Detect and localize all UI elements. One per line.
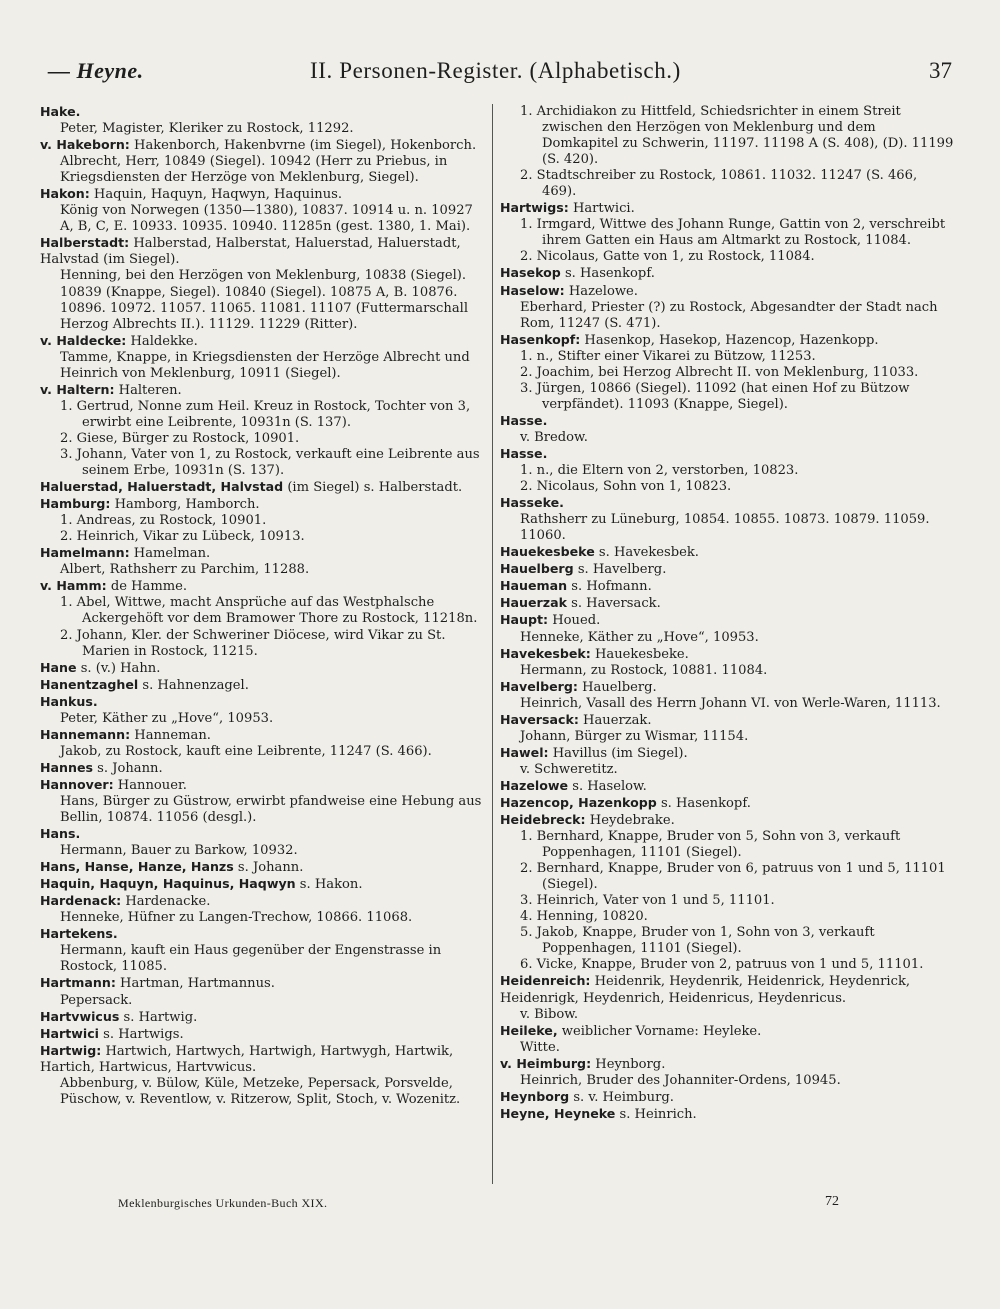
- entry-heading: [500, 595, 955, 612]
- register-entry: [500, 104, 955, 200]
- entry-heading: [500, 561, 955, 578]
- entry-detail: Hans, Bürger zu Güstrow, erwirbt pfandweise eine Hebung aus Bellin, 10874. 11056 (desgl.).: [60, 793, 482, 826]
- entry-heading: [500, 446, 955, 463]
- entry-headword: Hardenack:: [40, 893, 122, 909]
- entry-headword: Hannemann:: [40, 726, 131, 742]
- entry-variants: s. Johann.: [233, 860, 304, 876]
- register-entry: [500, 1056, 955, 1089]
- entry-variants: Hasenkop, Hasekop, Hazencop, Hazenkopp.: [580, 332, 879, 348]
- register-entry: [40, 926, 486, 975]
- column-divider: [492, 104, 493, 1184]
- entry-headword: Hartmann:: [40, 975, 116, 991]
- entry-variants: s. Hartwigs.: [99, 1026, 184, 1042]
- entry-headword: Hauelberg: [500, 561, 574, 577]
- entry-detail: Witte.: [520, 1039, 560, 1055]
- entry-headword: Hane: [40, 659, 77, 675]
- register-entry: [500, 745, 955, 778]
- entry-heading: [40, 826, 486, 843]
- register-entry: [40, 859, 486, 876]
- entry-numbered-person: 3. Heinrich, Vater von 1 und 5, 11101.: [520, 893, 775, 909]
- entry-variants: (im Siegel) s. Halberstadt.: [283, 480, 463, 496]
- entry-heading: [500, 795, 955, 812]
- entry-heading: [40, 333, 486, 350]
- entry-variants: Heidenrik, Heydenrik, Heidenrick, Heydenrick, Heidenrigk, Heydenrich, Heidenricus, Heydenricus.: [500, 974, 911, 1006]
- entry-variants: s. Haselow.: [568, 778, 647, 794]
- entry-heading: [40, 578, 486, 595]
- entry-headword: Hannover:: [40, 776, 114, 792]
- register-entry: [40, 382, 486, 479]
- entry-heading: [40, 660, 486, 677]
- entry-variants: s. Hasenkopf.: [560, 266, 655, 282]
- entry-headword: Hakon:: [40, 186, 90, 202]
- register-entry: [500, 679, 955, 712]
- entry-headword: v. Heimburg:: [500, 1055, 592, 1071]
- entry-headword: Halberstadt:: [40, 235, 130, 251]
- entry-variants: Hartman, Hartmannus.: [115, 976, 275, 992]
- entry-headword: Hazelowe: [500, 777, 569, 793]
- entry-variants: s. v. Heimburg.: [569, 1089, 674, 1105]
- entry-variants: Hauekesbeke.: [590, 646, 689, 662]
- entry-heading: [500, 578, 955, 595]
- entry-heading: [40, 137, 486, 154]
- entry-headword: Hamburg:: [40, 496, 111, 512]
- entry-heading: [40, 876, 486, 893]
- entry-detail: v. Bibow.: [520, 1006, 579, 1022]
- entry-detail: Hermann, kauft ein Haus gegenüber der Engenstrasse in Rostock, 11085.: [60, 943, 442, 975]
- entry-variants: Heynborg.: [591, 1056, 666, 1072]
- left-column: [40, 104, 486, 1108]
- register-entry: [500, 1089, 955, 1106]
- entry-variants: Houed.: [548, 613, 601, 629]
- entry-variants: s. Havelberg.: [573, 562, 667, 578]
- register-entry: [40, 479, 486, 496]
- entry-detail: König von Norwegen (1350—1380), 10837. 10914 u. n. 10927 A, B, C, E. 10933. 10935. 10940. 11285n (gest. 1380, 1. Mai).: [60, 203, 473, 235]
- entry-headword: Haquin, Haquyn, Haquinus, Haqwyn: [40, 876, 296, 892]
- entry-variants: Haldekke.: [126, 333, 198, 349]
- entry-numbered-person: 2. Heinrich, Vikar zu Lübeck, 10913.: [60, 529, 305, 545]
- register-entry: [500, 973, 955, 1022]
- register-entry: [40, 975, 486, 1008]
- entry-headword: Hasseke.: [500, 495, 564, 511]
- entry-headword: Hasse.: [500, 412, 548, 428]
- register-entry: [40, 235, 486, 332]
- entry-detail: Albrecht, Herr, 10849 (Siegel). 10942 (Herr zu Priebus, in Kriegsdiensten der Herzöge von Meklenburg, Siegel).: [60, 154, 448, 186]
- entry-heading: [500, 1056, 955, 1073]
- entry-detail: Heinrich, Vasall des Herrn Johann VI. von Werle-Waren, 11113.: [520, 695, 941, 711]
- entry-variants: Halberstad, Halberstat, Haluerstad, Haluerstadt, Halvstad (im Siegel).: [40, 236, 461, 268]
- register-entry: [40, 545, 486, 578]
- register-entry: [40, 1026, 486, 1043]
- entry-variants: Haquin, Haquyn, Haqwyn, Haquinus.: [89, 187, 343, 203]
- entry-variants: Hartwich, Hartwych, Hartwigh, Hartwygh, Hartwik, Hartich, Hartwicus, Hartvwicus.: [40, 1043, 454, 1075]
- entry-detail: Pepersack.: [60, 992, 133, 1008]
- entry-numbered-person: 2. Nicolaus, Gatte von 1, zu Rostock, 11084.: [520, 249, 815, 265]
- entry-headword: Heynborg: [500, 1088, 570, 1104]
- entry-headword: Hartwigs:: [500, 200, 569, 216]
- register-entry: [500, 413, 955, 446]
- register-entry: [500, 578, 955, 595]
- entry-headword: Hans.: [40, 826, 81, 842]
- entry-heading: [40, 1026, 486, 1043]
- entry-detail: Abbenburg, v. Bülow, Küle, Metzeke, Pepersack, Porsvelde, Püschow, v. Reventlow, v. Ritzerow, Split, Stoch, v. Wozenitz.: [60, 1075, 461, 1107]
- entry-headword: Haupt:: [500, 612, 549, 628]
- register-entry: [500, 812, 955, 973]
- register-entry: [40, 186, 486, 235]
- entry-variants: de Hamme.: [106, 579, 188, 595]
- entry-headword: Heyne, Heyneke: [500, 1105, 616, 1121]
- entry-numbered-person: 1. n., Stifter einer Vikarei zu Bützow, 11253.: [520, 348, 816, 364]
- entry-heading: [500, 332, 955, 349]
- entry-heading: [500, 283, 955, 300]
- page-number: 37: [929, 58, 952, 83]
- entry-headword: Heileke,: [500, 1022, 558, 1038]
- entry-heading: [40, 496, 486, 513]
- entry-headword: Hans, Hanse, Hanze, Hanzs: [40, 859, 234, 875]
- entry-numbered-person: 1. Archidiakon zu Hittfeld, Schiedsrichter in einem Streit zwischen den Herzögen von Meklenburg und dem Domkapitel zu Schwerin, 11197. 11198 A (S. 408), (D). 11199 (S. 420).: [520, 104, 954, 168]
- entry-headword: Hawel:: [500, 744, 549, 760]
- entry-heading: [500, 646, 955, 663]
- entry-numbered-person: 2. Giese, Bürger zu Rostock, 10901.: [60, 430, 300, 446]
- register-entry: [500, 1023, 955, 1056]
- entry-numbered-person: 2. Stadtschreiber zu Rostock, 10861. 11032. 11247 (S. 466, 469).: [520, 168, 918, 200]
- entry-detail: Peter, Käther zu „Hove“, 10953.: [60, 710, 274, 726]
- entry-heading: [40, 545, 486, 562]
- entry-headword: Hasenkopf:: [500, 331, 581, 347]
- entry-heading: [40, 975, 486, 992]
- register-entry: [40, 578, 486, 659]
- register-entry: [40, 660, 486, 677]
- entry-heading: [40, 235, 486, 268]
- entry-numbered-person: 1. Bernhard, Knappe, Bruder von 5, Sohn von 3, verkauft Poppenhagen, 11101 (Siegel).: [520, 829, 901, 861]
- entry-variants: s. Hofmann.: [567, 579, 652, 595]
- entry-heading: [40, 1043, 486, 1076]
- entry-headword: Hanentzaghel: [40, 676, 139, 692]
- register-entry: [500, 778, 955, 795]
- entry-variants: Hannouer.: [113, 777, 187, 793]
- entry-heading: [500, 973, 955, 1006]
- register-entry: [500, 646, 955, 679]
- entry-numbered-person: 2. Johann, Kler. der Schweriner Diöcese, wird Vikar zu St. Marien in Rostock, 11215.: [60, 627, 446, 659]
- entry-variants: s. Johann.: [93, 760, 163, 776]
- entry-numbered-person: 1. Andreas, zu Rostock, 10901.: [60, 513, 267, 529]
- entry-heading: [500, 778, 955, 795]
- entry-numbered-person: 4. Henning, 10820.: [520, 909, 648, 925]
- register-entry: [500, 1106, 955, 1123]
- entry-headword: Havelberg:: [500, 678, 578, 694]
- entry-headword: Hake.: [40, 104, 81, 119]
- entry-variants: Hartwici.: [568, 201, 635, 217]
- entry-headword: Hasse.: [500, 445, 548, 461]
- entry-headword: Hartwig:: [40, 1042, 102, 1058]
- entry-variants: Havillus (im Siegel).: [548, 745, 688, 761]
- right-column: [500, 104, 955, 1123]
- entry-heading: [40, 859, 486, 876]
- entry-heading: [40, 479, 486, 496]
- entry-detail: Hermann, Bauer zu Barkow, 10932.: [60, 843, 298, 859]
- register-entry: [40, 1043, 486, 1108]
- register-entry: [40, 760, 486, 777]
- entry-variants: s. Heinrich.: [615, 1106, 697, 1122]
- entry-detail: Hermann, zu Rostock, 10881. 11084.: [520, 662, 768, 678]
- entry-headword: v. Haldecke:: [40, 332, 127, 348]
- register-entry: [500, 446, 955, 495]
- register-entry: [500, 332, 955, 413]
- entry-variants: s. Haversack.: [566, 596, 661, 612]
- entry-heading: [40, 926, 486, 943]
- entry-heading: [40, 694, 486, 711]
- entry-numbered-person: 1. Gertrud, Nonne zum Heil. Kreuz in Rostock, Tochter von 3, erwirbt eine Leibrente, 10931n (S. 137).: [60, 398, 471, 430]
- entry-headword: Heidenreich:: [500, 973, 591, 989]
- entry-detail: Eberhard, Priester (?) zu Rostock, Abgesandter der Stadt nach Rom, 11247 (S. 471).: [520, 299, 938, 331]
- entry-heading: [40, 777, 486, 794]
- entry-detail: Heinrich, Bruder des Johanniter-Ordens, 10945.: [520, 1072, 841, 1088]
- entry-headword: Hasekop: [500, 265, 561, 281]
- entry-variants: s. Hartwig.: [119, 1009, 198, 1025]
- entry-detail: Henning, bei den Herzögen von Meklenburg, 10838 (Siegel). 10839 (Knappe, Siegel). 10840 (Siegel). 10875 A, B. 10876. 10896. 10972. 11057. 11065. 11081. 11107 (Futtermarschall Herzog Albrechts II.). 11129. 11229 (Ritter).: [60, 268, 469, 332]
- entry-numbered-person: 1. Irmgard, Wittwe des Johann Runge, Gattin von 2, verschreibt ihrem Gatten ein Haus am Altmarkt zu Rostock, 11084.: [520, 217, 946, 249]
- entry-headword: Hartvwicus: [40, 1008, 120, 1024]
- entry-heading: [500, 1023, 955, 1040]
- running-head-left: — Heyne.: [48, 58, 144, 83]
- entry-headword: Heidebreck:: [500, 812, 586, 828]
- register-entry: [500, 712, 955, 745]
- entry-heading: [40, 1009, 486, 1026]
- register-entry: [500, 612, 955, 645]
- entry-headword: Haluerstad, Haluerstadt, Halvstad: [40, 479, 284, 495]
- entry-heading: [500, 544, 955, 561]
- entry-headword: Havekesbek:: [500, 645, 591, 661]
- register-entry: [500, 495, 955, 544]
- register-entry: [40, 333, 486, 382]
- footer-sheet-number: 72: [825, 1194, 839, 1209]
- entry-variants: s. Hahnenzagel.: [138, 677, 249, 693]
- register-entry: [500, 200, 955, 265]
- entry-heading: [40, 382, 486, 399]
- register-entry: [40, 727, 486, 760]
- entry-headword: Haueman: [500, 578, 568, 594]
- entry-headword: Hannes: [40, 759, 94, 775]
- entry-headword: Hazencop, Hazenkopp: [500, 794, 657, 810]
- register-entry: [40, 677, 486, 694]
- register-entry: [40, 104, 486, 137]
- entry-headword: Hankus.: [40, 693, 98, 709]
- entry-numbered-person: 3. Johann, Vater von 1, zu Rostock, verkauft eine Leibrente aus seinem Erbe, 10931n (S. 137).: [60, 446, 480, 479]
- register-entry: [500, 544, 955, 561]
- entry-numbered-person: 5. Jakob, Knappe, Bruder von 1, Sohn von 3, verkauft Poppenhagen, 11101 (Siegel).: [520, 925, 875, 957]
- entry-heading: [500, 200, 955, 217]
- entry-detail: Tamme, Knappe, in Kriegsdiensten der Herzöge Albrecht und Heinrich von Meklenburg, 10911 (Siegel).: [60, 349, 470, 381]
- entry-headword: v. Hakeborn:: [40, 137, 130, 153]
- entry-variants: Heydebrake.: [585, 813, 675, 829]
- register-entry: [500, 265, 955, 282]
- entry-heading: [40, 104, 486, 121]
- entry-heading: [40, 893, 486, 910]
- entry-numbered-person: 1. Abel, Wittwe, macht Ansprüche auf das Westphalsche Ackergehöft vor dem Bramower Thore zu Rostock, 11218n.: [60, 595, 478, 627]
- entry-heading: [40, 727, 486, 744]
- entry-headword: Hamelmann:: [40, 545, 130, 561]
- entry-heading: [40, 186, 486, 203]
- register-entry: [40, 1009, 486, 1026]
- entry-heading: [500, 413, 955, 430]
- entry-variants: s. Havekesbek.: [594, 545, 699, 561]
- register-entry: [40, 777, 486, 826]
- entry-detail: Henneke, Käther zu „Hove“, 10953.: [520, 629, 759, 645]
- entry-detail: Rathsherr zu Lüneburg, 10854. 10855. 10873. 10879. 11059. 11060.: [520, 512, 930, 544]
- entry-headword: v. Hamm:: [40, 578, 107, 594]
- entry-heading: [40, 677, 486, 694]
- entry-variants: Hauerzak.: [578, 712, 652, 728]
- register-entry: [40, 893, 486, 926]
- entry-detail: Peter, Magister, Kleriker zu Rostock, 11292.: [60, 121, 354, 137]
- register-entry: [40, 826, 486, 859]
- entry-variants: Hakenborch, Hakenbvrne (im Siegel), Hokenborch.: [129, 138, 477, 154]
- entry-heading: [500, 1106, 955, 1123]
- register-entry: [40, 694, 486, 727]
- entry-variants: Hazelowe.: [564, 283, 638, 299]
- entry-headword: Hartekens.: [40, 926, 118, 942]
- entry-variants: Hamborg, Hamborch.: [110, 497, 260, 513]
- entry-detail: v. Bredow.: [520, 429, 588, 445]
- entry-headword: Haversack:: [500, 711, 579, 727]
- entry-numbered-person: 2. Nicolaus, Sohn von 1, 10823.: [520, 479, 732, 495]
- entry-variants: s. Hasenkopf.: [656, 795, 751, 811]
- entry-detail: Henneke, Hüfner zu Langen-Trechow, 10866. 11068.: [60, 910, 413, 926]
- entry-variants: Hauelberg.: [577, 679, 657, 695]
- entry-variants: s. (v.) Hahn.: [76, 660, 161, 676]
- entry-variants: Halteren.: [114, 382, 182, 398]
- register-entry: [40, 496, 486, 545]
- entry-headword: Hartwici: [40, 1025, 100, 1041]
- entry-numbered-person: 2. Bernhard, Knappe, Bruder von 6, patruus von 1 und 5, 11101 (Siegel).: [520, 861, 946, 893]
- entry-heading: [500, 712, 955, 729]
- entry-numbered-person: 1. n., die Eltern von 2, verstorben, 10823.: [520, 463, 799, 479]
- entry-numbered-person: 2. Joachim, bei Herzog Albrecht II. von Meklenburg, 11033.: [520, 364, 919, 380]
- entry-numbered-person: 6. Vicke, Knappe, Bruder von 2, patruus von 1 und 5, 11101.: [520, 957, 924, 973]
- entry-heading: [500, 745, 955, 762]
- entry-heading: [40, 760, 486, 777]
- entry-detail: Johann, Bürger zu Wismar, 11154.: [520, 728, 749, 744]
- entry-heading: [500, 495, 955, 512]
- register-entry: [500, 561, 955, 578]
- footer-signature-text: Meklenburgisches Urkunden-Buch XIX.: [118, 1196, 328, 1210]
- entry-heading: [500, 1089, 955, 1106]
- entry-numbered-person: 3. Jürgen, 10866 (Siegel). 11092 (hat einen Hof zu Bützow verpfändet). 11093 (Knappe, Siegel).: [520, 380, 910, 412]
- register-entry: [500, 283, 955, 332]
- entry-heading: [500, 265, 955, 282]
- entry-heading: [500, 612, 955, 629]
- entry-headword: Hauerzak: [500, 595, 567, 611]
- entry-headword: Hauekesbeke: [500, 544, 595, 560]
- entry-variants: weiblicher Vorname: Heyleke.: [557, 1023, 762, 1039]
- entry-heading: [500, 812, 955, 829]
- entry-detail: Jakob, zu Rostock, kauft eine Leibrente, 11247 (S. 466).: [60, 743, 432, 759]
- register-entry: [500, 595, 955, 612]
- register-entry: [40, 137, 486, 186]
- entry-headword: v. Haltern:: [40, 381, 115, 397]
- entry-variants: s. Hakon.: [295, 877, 363, 893]
- register-entry: [40, 876, 486, 893]
- running-head-title: II. Personen-Register. (Alphabetisch.): [310, 58, 681, 83]
- entry-headword: Haselow:: [500, 282, 565, 298]
- entry-detail: Albert, Rathsherr zu Parchim, 11288.: [60, 562, 310, 578]
- entry-variants: Hamelman.: [129, 546, 211, 562]
- entry-variants: Hanneman.: [130, 727, 211, 743]
- entry-variants: Hardenacke.: [121, 894, 211, 910]
- entry-detail: v. Schweretitz.: [520, 761, 618, 777]
- register-entry: [500, 795, 955, 812]
- entry-heading: [500, 679, 955, 696]
